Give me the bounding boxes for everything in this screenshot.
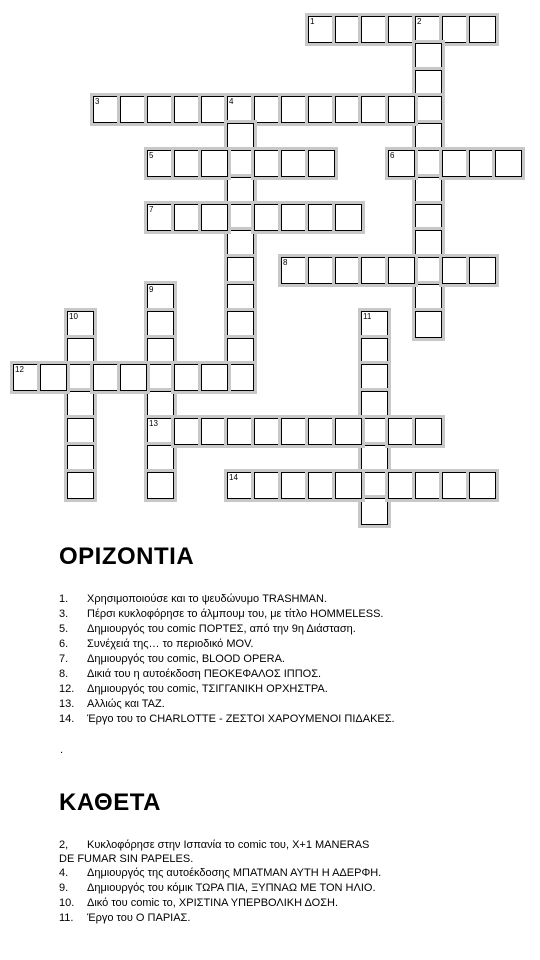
crossword-cell[interactable] xyxy=(469,150,496,177)
crossword-cell[interactable] xyxy=(281,418,308,445)
crossword-cell[interactable] xyxy=(174,364,201,391)
cell-number: 7 xyxy=(149,205,154,214)
separator-dot: . xyxy=(60,744,64,756)
crossword-cell[interactable] xyxy=(415,16,442,43)
down-clue-continuation: DE FUMAR SIN PAPELES. xyxy=(59,853,194,865)
cell-number: 3 xyxy=(95,97,100,106)
crossword-cell[interactable] xyxy=(227,418,254,445)
crossword-cell[interactable] xyxy=(120,364,147,391)
crossword-cell[interactable] xyxy=(13,364,40,391)
crossword-cell[interactable] xyxy=(415,177,442,204)
crossword-cell[interactable] xyxy=(388,472,415,499)
cell-number: 6 xyxy=(390,151,395,160)
clue-text: Δημιουργός του comic ΠΟΡΤΕΣ, από την 9η Διάσταση. xyxy=(87,623,356,635)
crossword-cell[interactable] xyxy=(227,338,254,365)
crossword-cell[interactable] xyxy=(388,16,415,43)
clue-text: Χρησιμοποιούσε και το ψευδώνυμο TRASHMAN. xyxy=(87,593,327,605)
crossword-cell[interactable] xyxy=(415,472,442,499)
crossword-cell[interactable] xyxy=(335,257,362,284)
crossword-cell[interactable] xyxy=(388,418,415,445)
crossword-cell[interactable] xyxy=(361,391,388,418)
crossword-cell[interactable] xyxy=(174,418,201,445)
clue-number: 12. xyxy=(59,683,75,695)
down-heading: ΚΑΘΕΤΑ xyxy=(59,789,161,816)
crossword-cell[interactable] xyxy=(308,257,335,284)
clue-text: Δημιουργός της αυτοέκδοσης ΜΠΑΤΜΑΝ ΑΥΤΗ Η ΑΔΕΡΦΗ. xyxy=(87,867,382,879)
crossword-cell[interactable] xyxy=(308,472,335,499)
crossword-cell[interactable] xyxy=(281,204,308,231)
down-clue xyxy=(59,881,376,895)
crossword-cell[interactable] xyxy=(227,364,254,391)
crossword-cell[interactable] xyxy=(469,257,496,284)
crossword-cell[interactable] xyxy=(361,472,388,499)
crossword-cell[interactable] xyxy=(254,150,281,177)
clue-text: Κυκλοφόρησε στην Ισπανία το comic του, X+1 MANERAS xyxy=(87,839,370,851)
crossword-cell[interactable] xyxy=(308,418,335,445)
crossword-cell[interactable] xyxy=(67,364,94,391)
clue-text: Πέρσι κυκλοφόρησε το άλμπουμ του, με τίτλο HOMMELESS. xyxy=(87,608,384,620)
crossword-cell[interactable] xyxy=(254,418,281,445)
crossword-cell[interactable] xyxy=(227,311,254,338)
across-heading: ΟΡΙΖΟΝΤΙΑ xyxy=(59,543,195,570)
clue-number: 1. xyxy=(59,593,69,605)
crossword-cell[interactable] xyxy=(442,16,469,43)
crossword-cell[interactable] xyxy=(67,338,94,365)
crossword-cell[interactable] xyxy=(40,364,67,391)
crossword-cell[interactable] xyxy=(415,311,442,338)
cell-number: 12 xyxy=(15,365,24,374)
across-clue xyxy=(59,592,327,606)
clue-number: 14. xyxy=(59,713,75,725)
crossword-cell[interactable] xyxy=(415,418,442,445)
crossword-cell[interactable] xyxy=(227,123,254,150)
crossword-cell[interactable] xyxy=(308,204,335,231)
crossword-cell[interactable] xyxy=(281,472,308,499)
crossword-cell[interactable] xyxy=(361,16,388,43)
crossword-cell[interactable] xyxy=(174,204,201,231)
crossword-cell[interactable] xyxy=(67,311,94,338)
clue-text: Αλλιώς και ΤΑΖ. xyxy=(87,698,165,710)
crossword-cell[interactable] xyxy=(335,16,362,43)
crossword-cell[interactable] xyxy=(174,96,201,123)
crossword-cell[interactable] xyxy=(67,418,94,445)
crossword-cell[interactable] xyxy=(415,230,442,257)
across-clue xyxy=(59,622,356,636)
across-clue xyxy=(59,607,383,621)
cell-number: 14 xyxy=(229,473,238,482)
across-clue xyxy=(59,712,395,726)
crossword-cell[interactable] xyxy=(415,284,442,311)
crossword-cell[interactable] xyxy=(201,96,228,123)
clue-number: 13. xyxy=(59,698,75,710)
crossword-cell[interactable] xyxy=(388,96,415,123)
crossword-cell[interactable] xyxy=(147,391,174,418)
crossword-cell[interactable] xyxy=(227,230,254,257)
crossword-cell[interactable] xyxy=(361,257,388,284)
crossword-cell[interactable] xyxy=(361,338,388,365)
clue-number: 11. xyxy=(59,912,74,924)
clue-number: 10. xyxy=(59,897,75,909)
crossword-cell[interactable] xyxy=(415,257,442,284)
crossword-cell[interactable] xyxy=(67,445,94,472)
cell-number: 9 xyxy=(149,285,154,294)
clue-text: Συνέχειά της… το περιοδικό ΜΟV. xyxy=(87,638,254,650)
crossword-cell[interactable] xyxy=(147,150,174,177)
crossword-cell[interactable] xyxy=(388,257,415,284)
cell-number: 11 xyxy=(363,312,372,321)
cell-number: 4 xyxy=(229,97,234,106)
crossword-cell[interactable] xyxy=(442,257,469,284)
clue-number: 8. xyxy=(59,668,69,680)
crossword-cell[interactable] xyxy=(201,418,228,445)
crossword-cell[interactable] xyxy=(308,16,335,43)
across-clue xyxy=(59,637,253,651)
crossword-cell[interactable] xyxy=(361,418,388,445)
across-clue xyxy=(59,682,328,696)
crossword-cell[interactable] xyxy=(361,498,388,525)
clue-number: 9. xyxy=(59,882,69,894)
clue-text: Δημιουργός του κόμικ ΤΩΡΑ ΠΙΑ, ΞΥΠΝΑΩ ΜΕ ΤΟΝ ΗΛΙΟ. xyxy=(87,882,376,894)
crossword-cell[interactable] xyxy=(120,96,147,123)
crossword-cell[interactable] xyxy=(227,472,254,499)
crossword-cell[interactable] xyxy=(227,150,254,177)
crossword-cell[interactable] xyxy=(147,418,174,445)
down-clue xyxy=(59,896,338,910)
crossword-cell[interactable] xyxy=(495,150,522,177)
crossword-cell[interactable] xyxy=(147,284,174,311)
cell-number: 1 xyxy=(310,17,315,26)
crossword-cell[interactable] xyxy=(254,96,281,123)
down-clue xyxy=(59,838,369,852)
crossword-cell[interactable] xyxy=(281,96,308,123)
crossword-cell[interactable] xyxy=(335,96,362,123)
crossword-cell[interactable] xyxy=(147,364,174,391)
down-clue xyxy=(59,911,190,925)
crossword-cell[interactable] xyxy=(281,150,308,177)
cell-number: 10 xyxy=(69,312,78,321)
clue-number: 2, xyxy=(59,839,69,851)
crossword-cell[interactable] xyxy=(147,472,174,499)
crossword-cell[interactable] xyxy=(442,472,469,499)
crossword-cell[interactable] xyxy=(201,364,228,391)
crossword-cell[interactable] xyxy=(227,177,254,204)
crossword-cell[interactable] xyxy=(93,96,120,123)
crossword-cell[interactable] xyxy=(227,257,254,284)
crossword-cell[interactable] xyxy=(147,338,174,365)
crossword-cell[interactable] xyxy=(415,150,442,177)
crossword-cell[interactable] xyxy=(174,150,201,177)
crossword-cell[interactable] xyxy=(335,472,362,499)
crossword-cell[interactable] xyxy=(201,204,228,231)
cell-number: 13 xyxy=(149,419,158,428)
clue-text: Έργο του Ο ΠΑΡΙΑΣ. xyxy=(87,912,191,924)
crossword-cell[interactable] xyxy=(361,311,388,338)
crossword-cell[interactable] xyxy=(415,204,442,231)
crossword-cell[interactable] xyxy=(388,150,415,177)
cell-number: 2 xyxy=(417,17,422,26)
crossword-cell[interactable] xyxy=(147,445,174,472)
crossword-cell[interactable] xyxy=(335,418,362,445)
crossword-cell[interactable] xyxy=(415,96,442,123)
crossword-cell[interactable] xyxy=(361,445,388,472)
crossword-cell[interactable] xyxy=(469,16,496,43)
crossword-cell[interactable] xyxy=(227,204,254,231)
clue-text: Δημιουργός του comic, ΤΣΙΓΓΑΝΙΚΗ ΟΡΧΗΣΤΡΑ. xyxy=(87,683,328,695)
crossword-cell[interactable] xyxy=(415,123,442,150)
clue-text: Δικιά του η αυτοέκδοση ΠΕΟΚΕΦΑΛΟΣ ΙΠΠΟΣ. xyxy=(87,668,322,680)
crossword-cell[interactable] xyxy=(67,391,94,418)
across-clue xyxy=(59,652,285,666)
clue-text: Δικό του comic το, ΧΡΙΣΤΙΝΑ ΥΠΕΡΒΟΛΙΚΗ ΔΟΣΗ. xyxy=(87,897,339,909)
crossword-cell[interactable] xyxy=(93,364,120,391)
clue-number: 6. xyxy=(59,638,69,650)
crossword-cell[interactable] xyxy=(469,472,496,499)
crossword-cell[interactable] xyxy=(415,70,442,97)
crossword-cell[interactable] xyxy=(442,150,469,177)
crossword-cell[interactable] xyxy=(227,96,254,123)
crossword-cell[interactable] xyxy=(254,204,281,231)
crossword-cell[interactable] xyxy=(67,472,94,499)
crossword-cell[interactable] xyxy=(254,472,281,499)
clue-number: 7. xyxy=(59,653,69,665)
crossword-cell[interactable] xyxy=(308,96,335,123)
clue-text: Έργο του το CHARLOTTE - ΖΕΣΤΟΙ ΧΑΡΟΥΜΕΝΟΙ ΠΙΔΑΚΕΣ. xyxy=(87,713,395,725)
across-clue xyxy=(59,697,165,711)
crossword-cell[interactable] xyxy=(227,284,254,311)
across-clue xyxy=(59,667,321,681)
crossword-cell[interactable] xyxy=(147,96,174,123)
crossword-cell[interactable] xyxy=(361,364,388,391)
clue-text: Δημιουργός του comic, BLOOD OPERA. xyxy=(87,653,285,665)
clue-number: 4. xyxy=(59,867,69,879)
crossword-cell[interactable] xyxy=(361,96,388,123)
clue-number: 5. xyxy=(59,623,69,635)
crossword-cell[interactable] xyxy=(281,257,308,284)
crossword-cell[interactable] xyxy=(415,43,442,70)
crossword-cell[interactable] xyxy=(147,311,174,338)
crossword-cell[interactable] xyxy=(308,150,335,177)
cell-number: 5 xyxy=(149,151,154,160)
down-clue xyxy=(59,866,381,880)
crossword-cell[interactable] xyxy=(335,204,362,231)
crossword-cell[interactable] xyxy=(201,150,228,177)
clue-number: 3. xyxy=(59,608,69,620)
crossword-cell[interactable] xyxy=(147,204,174,231)
cell-number: 8 xyxy=(283,258,288,267)
